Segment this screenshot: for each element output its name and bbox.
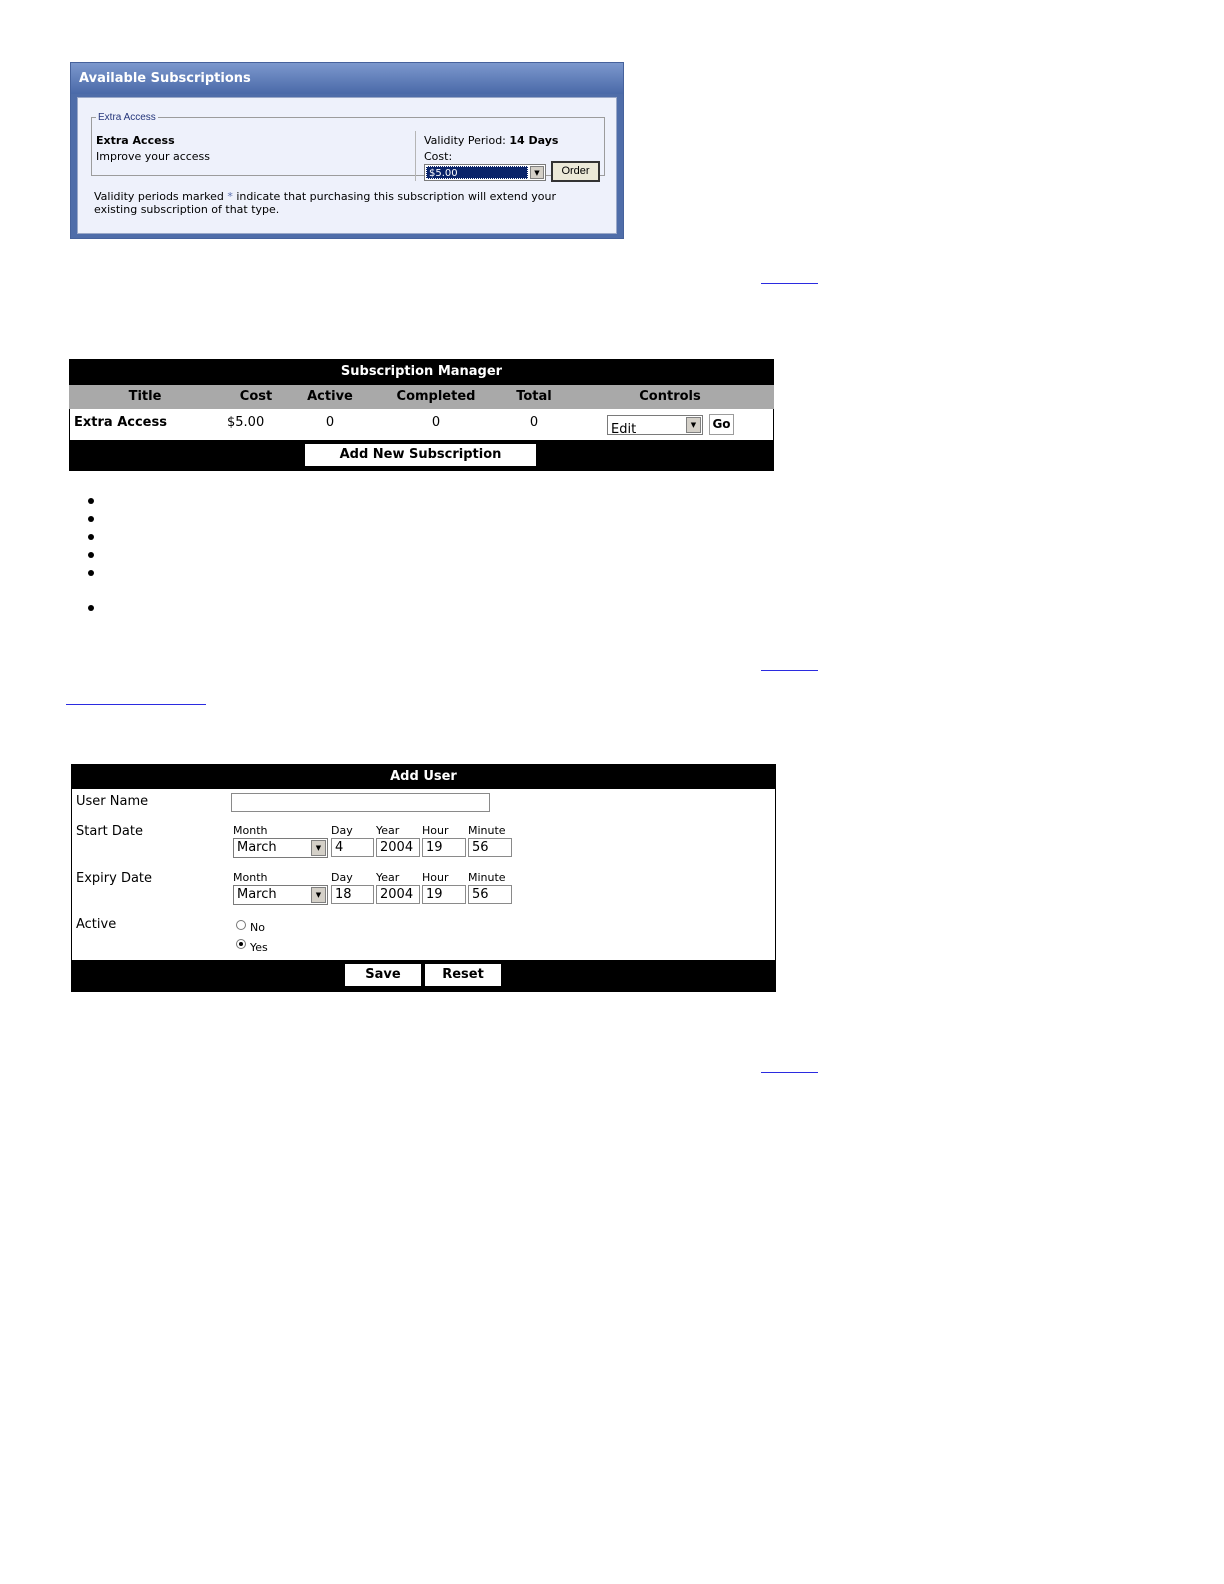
expiry-year-label: Year	[376, 871, 400, 884]
start-hour-input[interactable]: 19	[422, 838, 466, 857]
list-bullet	[88, 605, 94, 611]
subscription-description: Improve your access	[96, 150, 211, 163]
controls-select[interactable]	[607, 415, 703, 435]
start-year-label: Year	[376, 824, 400, 837]
cell-active: 0	[325, 415, 335, 430]
cell-total: 0	[529, 415, 539, 430]
column-header-completed: Completed	[396, 389, 476, 404]
reset-button[interactable]: Reset	[425, 964, 501, 986]
start-month-label: Month	[233, 824, 268, 837]
expiry-day-input[interactable]: 18	[331, 885, 374, 904]
start-day-label: Day	[331, 824, 353, 837]
list-bullet	[88, 570, 94, 576]
start-minute-label: Minute	[468, 824, 506, 837]
table-header-row	[69, 385, 774, 409]
divider	[415, 131, 416, 181]
validity-note	[94, 190, 594, 216]
expiry-hour-label: Hour	[422, 871, 449, 884]
expiry-month-label: Month	[233, 871, 268, 884]
order-button[interactable]: Order	[551, 161, 600, 182]
cost-selected-value: $5.00	[426, 166, 528, 179]
subscription-name: Extra Access	[96, 134, 175, 147]
note-text-2: indicate that purchasing this subscription will extend your existing subscription of that type.	[94, 190, 557, 216]
section-link[interactable]	[66, 703, 206, 705]
cost-select[interactable]	[424, 164, 546, 181]
start-month-select[interactable]	[233, 838, 328, 858]
top-link-3[interactable]	[761, 1071, 818, 1073]
column-header-cost: Cost	[239, 389, 273, 404]
validity-period	[424, 134, 558, 147]
table-row	[70, 409, 773, 440]
active-no-label: No	[250, 921, 265, 934]
start-year-input[interactable]: 2004	[376, 838, 420, 857]
top-link-2[interactable]	[761, 669, 818, 671]
subscription-manager-table	[69, 359, 774, 471]
list-bullet	[88, 552, 94, 558]
note-text-1: Validity periods marked	[94, 190, 224, 203]
controls-selected-value: Edit	[611, 422, 637, 437]
expiry-month-select[interactable]	[233, 885, 328, 905]
cell-completed: 0	[431, 415, 441, 430]
start-hour-label: Hour	[422, 824, 449, 837]
dropdown-arrow-icon[interactable]: ▼	[530, 166, 544, 179]
cell-title: Extra Access	[74, 415, 167, 430]
top-link-1[interactable]	[761, 282, 818, 284]
expiry-day-label: Day	[331, 871, 353, 884]
note-star: *	[227, 190, 233, 203]
start-day-input[interactable]: 4	[331, 838, 374, 857]
validity-value: 14 Days	[509, 134, 559, 147]
expiry-minute-label: Minute	[468, 871, 506, 884]
active-yes-label: Yes	[250, 941, 268, 954]
add-new-subscription-button[interactable]: Add New Subscription	[305, 444, 536, 466]
start-month-value: March	[237, 840, 277, 855]
panel-title: Available Subscriptions	[71, 63, 623, 94]
fieldset-legend: Extra Access	[98, 112, 156, 123]
save-button[interactable]: Save	[345, 964, 421, 986]
dropdown-arrow-icon[interactable]: ▼	[686, 417, 701, 433]
expiry-year-input[interactable]: 2004	[376, 885, 420, 904]
column-header-active: Active	[307, 389, 353, 404]
form-title: Add User	[390, 769, 457, 784]
list-bullet	[88, 498, 94, 504]
column-header-title: Title	[128, 389, 162, 404]
active-label: Active	[76, 917, 117, 932]
expiry-date-label: Expiry Date	[76, 871, 153, 886]
table-title: Subscription Manager	[340, 364, 503, 379]
active-no-radio[interactable]	[236, 920, 246, 930]
dropdown-arrow-icon[interactable]: ▼	[311, 840, 326, 856]
subscription-fieldset	[91, 112, 605, 179]
column-header-total: Total	[516, 389, 552, 404]
expiry-month-value: March	[237, 887, 277, 902]
column-header-controls: Controls	[639, 389, 701, 404]
start-date-label: Start Date	[76, 824, 143, 839]
validity-label: Validity Period:	[424, 134, 506, 147]
start-minute-input[interactable]: 56	[468, 838, 512, 857]
panel-body	[77, 97, 617, 234]
form-body	[72, 789, 775, 960]
expiry-hour-input[interactable]: 19	[422, 885, 466, 904]
go-button[interactable]: Go	[709, 414, 734, 435]
cell-cost: $5.00	[227, 415, 265, 430]
active-yes-radio[interactable]	[236, 939, 246, 949]
list-bullet	[88, 516, 94, 522]
dropdown-arrow-icon[interactable]: ▼	[311, 887, 326, 903]
add-user-form	[71, 764, 776, 992]
cost-label: Cost:	[424, 150, 453, 163]
expiry-minute-input[interactable]: 56	[468, 885, 512, 904]
user-name-label: User Name	[76, 794, 149, 809]
available-subscriptions-panel	[70, 62, 624, 239]
list-bullet	[88, 534, 94, 540]
user-name-input[interactable]	[231, 793, 490, 812]
